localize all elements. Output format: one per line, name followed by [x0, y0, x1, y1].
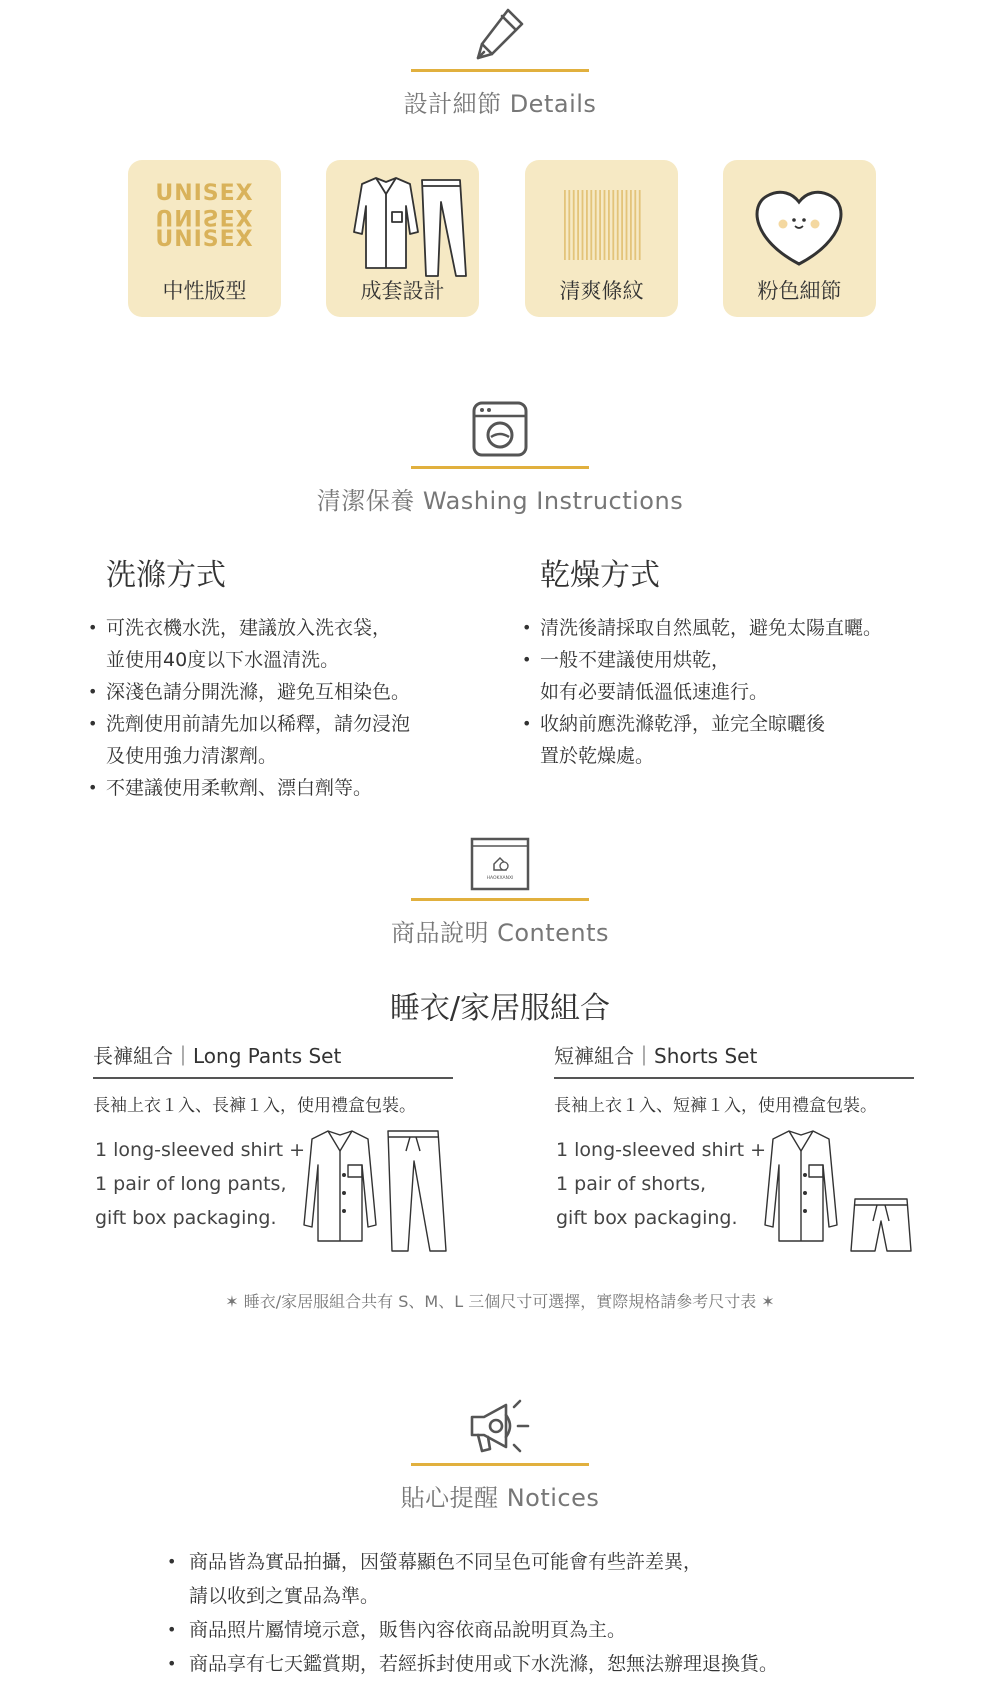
contents-header [0, 836, 1000, 946]
dry-method [522, 550, 942, 772]
megaphone-icon [462, 1397, 538, 1457]
washing-rule [411, 466, 589, 469]
heart-face-icon [723, 172, 876, 282]
contents-rule [411, 898, 589, 901]
dry-heading: 乾燥方式 [540, 558, 660, 593]
box-brand-text: HAOKXANXI [486, 876, 514, 881]
stripe-line [577, 190, 579, 260]
stripe-line [568, 190, 570, 260]
washing-title: 清潔保養 Washing Instructions [316, 487, 684, 515]
set-name: 短褲組合｜Shorts Set [554, 1040, 914, 1079]
pencil-icon [470, 4, 530, 64]
list-item: • 洗劑使用前請先加以稀釋，請勿浸泡 及使用強力清潔劑。 [88, 708, 508, 772]
stripe-line [612, 190, 614, 260]
card-label: 中性版型 [162, 279, 247, 303]
gift-box-icon [469, 836, 531, 892]
shorts-set [554, 1040, 914, 1229]
stripe-line [626, 190, 628, 260]
list-item: • 一般不建議使用烘乾， 如有必要請低溫低速進行。 [522, 644, 942, 708]
card-stripes [525, 160, 678, 317]
stripe-line [564, 190, 566, 260]
set-title: 睡衣/家居服組合 [389, 991, 611, 1026]
list-item: • 可洗衣機水洗，建議放入洗衣袋， 並使用40度以下水溫清洗。 [88, 612, 508, 676]
stripe-line [582, 190, 584, 260]
notices-header [0, 1397, 1000, 1512]
unisex-text-icon: UNISEX UNISEX UNISEX [155, 181, 254, 252]
stripe-line [599, 190, 601, 260]
card-heart [723, 160, 876, 317]
wash-heading: 洗滌方式 [106, 558, 226, 593]
card-label: 成套設計 [360, 279, 445, 303]
notices-title: 貼心提醒 Notices [400, 1484, 600, 1512]
set-desc-zh: 長袖上衣１入、長褲１入，使用禮盒包裝。 [93, 1096, 416, 1116]
stripes-icon [525, 172, 678, 282]
long-pants-set [93, 1040, 453, 1229]
set-name: 長褲組合｜Long Pants Set [93, 1040, 453, 1079]
shorts-pajama-illustration [759, 1125, 919, 1255]
size-note: ✶ 睡衣/家居服組合共有 S、M、L 三個尺寸可選擇，實際規格請參考尺寸表 ✶ [225, 1292, 775, 1311]
washing-machine-icon [471, 400, 529, 458]
wash-list [88, 612, 508, 804]
stripe-line [621, 190, 623, 260]
list-item: • 深淺色請分開洗滌，避免互相染色。 [88, 676, 508, 708]
washing-header [0, 400, 1000, 515]
dry-list [522, 612, 942, 772]
details-rule [411, 69, 589, 72]
stripe-line [630, 190, 632, 260]
stripe-line [634, 190, 636, 260]
notices-list [165, 1545, 925, 1681]
set-desc-en: 1 long-sleeved shirt + 1 pair of shorts, gift box packaging. [556, 1139, 767, 1229]
list-item: • 收納前應洗滌乾淨，並完全晾曬後 置於乾燥處。 [522, 708, 942, 772]
stripe-line [639, 190, 641, 260]
card-label: 清爽條紋 [559, 279, 644, 303]
list-item: • 商品照片屬情境示意，販售內容依商品說明頁為主。 [165, 1613, 925, 1647]
notices-rule [411, 1463, 589, 1466]
stripe-line [586, 190, 588, 260]
list-item: • 商品享有七天鑑賞期，若經拆封使用或下水洗滌，恕無法辦理退換貨。 [165, 1647, 925, 1681]
stripe-line [617, 190, 619, 260]
set-desc-zh: 長袖上衣１入、短褲１入，使用禮盒包裝。 [554, 1096, 877, 1116]
details-title: 設計細節 Details [403, 90, 597, 118]
list-item: • 清洗後請採取自然風乾，避免太陽直曬。 [522, 612, 942, 644]
details-header [0, 0, 1000, 118]
pajama-set-icon [326, 172, 479, 282]
card-unisex [128, 160, 281, 317]
detail-cards [128, 160, 873, 320]
stripe-line [573, 190, 575, 260]
stripe-line [590, 190, 592, 260]
card-label: 粉色細節 [757, 279, 842, 303]
long-pajama-illustration [298, 1125, 458, 1255]
list-item: • 不建議使用柔軟劑、漂白劑等。 [88, 772, 508, 804]
set-desc-en: 1 long-sleeved shirt + 1 pair of long pants, gift box packaging. [95, 1139, 306, 1229]
contents-title: 商品說明 Contents [390, 919, 610, 947]
stripe-line [595, 190, 597, 260]
card-set [326, 160, 479, 317]
list-item: • 商品皆為實品拍攝，因螢幕顯色不同呈色可能會有些許差異， 請以收到之實品為準。 [165, 1545, 925, 1613]
stripe-line [604, 190, 606, 260]
wash-method [88, 550, 508, 804]
stripe-line [608, 190, 610, 260]
